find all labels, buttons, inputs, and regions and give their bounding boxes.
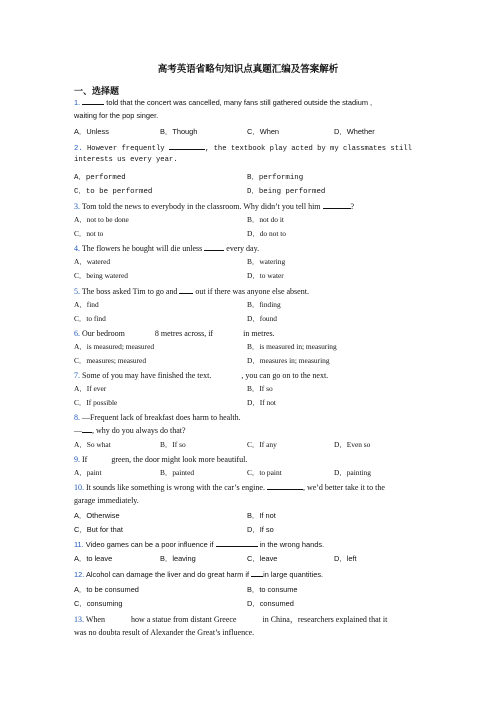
question-number: 3. [74, 202, 80, 211]
question-number: 2. [74, 145, 83, 153]
question-5 [74, 285, 424, 298]
question-text: Video games can be a poor influence if [85, 540, 214, 549]
question-text: how a statue from distant Greece [130, 615, 237, 624]
option-c[interactable]: C．When [247, 127, 280, 136]
question-10 [74, 481, 424, 494]
question-number: 12. [74, 570, 85, 579]
question-text: interests us every year. [74, 156, 178, 164]
question-text: , why do you always do that? [92, 426, 186, 435]
question-text: was no doubta result of Alexander the Great’s influence. [74, 628, 255, 637]
option-b[interactable]: B．not do it [247, 215, 284, 224]
question-text: every day. [226, 244, 260, 253]
question-text: , the textbook play acted by my classmates still [204, 145, 412, 153]
option-c[interactable]: C．to paint [247, 468, 282, 477]
answer-blank [82, 424, 92, 433]
option-d[interactable]: D．do not to [247, 229, 287, 238]
question-9 [74, 453, 424, 466]
question-4 [74, 242, 424, 255]
question-11 [74, 538, 424, 551]
question-text: When [85, 615, 105, 624]
option-c[interactable]: C．not to [74, 229, 104, 238]
option-c[interactable]: C．to find [74, 314, 106, 323]
question-number: 9. [74, 455, 80, 464]
question-13-continued [74, 626, 424, 639]
question-text: However frequently [86, 145, 165, 153]
question-text: Tom told the news to everybody in the classroom. Why didn’t you tell him [81, 202, 321, 211]
option-b[interactable]: B．is measured in; measuring [247, 342, 337, 351]
option-d[interactable]: D．If not [247, 398, 276, 407]
option-b[interactable]: B．Though [160, 127, 198, 136]
question-text: garage immediately. [74, 496, 139, 505]
question-12 [74, 568, 424, 581]
question-text: told that the concert was cancelled, many fans still gathered outside the stadium , [106, 98, 373, 107]
question-10-continued [74, 494, 424, 507]
option-a[interactable]: A．is measured; measured [74, 342, 155, 351]
question-text: The flowers he bought will die unless [81, 244, 203, 253]
option-a[interactable]: A．Otherwise [74, 511, 120, 520]
question-text: The boss asked Tim to go and [81, 287, 178, 296]
question-text: —Frequent lack of breakfast does harm to health. [82, 413, 241, 422]
question-text: in metres. [243, 329, 275, 338]
question-text: It sounds like something is wrong with the car’s engine. [86, 483, 265, 492]
option-d[interactable]: D．measures in; measuring [247, 356, 330, 365]
question-number: 13. [74, 615, 84, 624]
question-number: 4. [74, 244, 80, 253]
option-b[interactable]: B．to consume [247, 585, 298, 594]
question-text: 8 metres across, if [154, 329, 214, 338]
option-b[interactable]: B．painted [160, 468, 195, 477]
question-6 [74, 327, 424, 340]
option-d[interactable]: D．painting [334, 468, 371, 477]
question-text: in large quantities. [263, 570, 324, 579]
option-a[interactable]: A．Unless [74, 127, 109, 136]
option-c[interactable]: C．measures; measured [74, 356, 147, 365]
question-2-continued [74, 154, 424, 167]
option-b[interactable]: B．finding [247, 300, 281, 309]
option-a[interactable]: A．watered [74, 257, 111, 266]
option-d[interactable]: D．Whether [334, 127, 375, 136]
option-d[interactable]: D．to water [247, 271, 284, 280]
answer-blank [323, 200, 351, 209]
option-d[interactable]: D．If so [247, 525, 274, 534]
option-a[interactable]: A．paint [74, 468, 102, 477]
question-number: 6. [74, 329, 80, 338]
question-text: — [74, 426, 82, 435]
question-number: 10. [74, 483, 84, 492]
option-c[interactable]: C．leave [247, 554, 278, 563]
question-text: Alcohol can damage the liver and do great harm if [85, 570, 250, 579]
question-text: Our bedroom [82, 329, 125, 338]
option-a[interactable]: A．not to be done [74, 215, 129, 224]
option-a[interactable]: A．find [74, 300, 99, 309]
option-a[interactable]: A．If ever [74, 384, 107, 393]
question-text: in China，researchers explained that it [262, 615, 388, 624]
option-c[interactable]: C．being watered [74, 271, 128, 280]
answer-blank [251, 568, 263, 577]
option-b[interactable]: B．If so [247, 384, 273, 393]
option-b[interactable]: B．If so [160, 440, 186, 449]
answer-blank [216, 538, 258, 547]
option-b[interactable]: B．performing [247, 174, 304, 182]
option-d[interactable]: D．found [247, 314, 277, 323]
option-a[interactable]: A．performed [74, 174, 126, 182]
question-13 [74, 613, 424, 626]
question-number: 5. [74, 287, 80, 296]
question-text: in the wrong hands. [259, 540, 325, 549]
answer-blank [267, 481, 303, 490]
question-number: 7. [74, 371, 80, 380]
question-text: If [82, 455, 88, 464]
option-a[interactable]: A．So what [74, 440, 111, 449]
option-c[interactable]: C．to be performed [74, 188, 153, 196]
option-c[interactable]: C．consuming [74, 599, 123, 608]
option-d[interactable]: D．consumed [247, 599, 294, 608]
question-text: , we’d better take it to the [302, 483, 385, 492]
question-number: 8. [74, 413, 80, 422]
page-title: 高考英语省略句知识点真题汇编及答案解析 [157, 64, 339, 75]
option-d[interactable]: D．left [334, 554, 357, 563]
option-c[interactable]: C．If any [247, 440, 277, 449]
question-text: waiting for the pop singer. [74, 111, 159, 120]
answer-blank [204, 242, 224, 251]
question-text: out if there was anyone else absent. [195, 287, 309, 296]
question-7 [74, 369, 424, 382]
option-b[interactable]: B．If not [247, 511, 276, 520]
option-c[interactable]: C．If possible [74, 398, 118, 407]
option-c[interactable]: C．But for that [74, 525, 123, 534]
question-text: Some of you may have finished the text. [82, 371, 212, 380]
question-text: green, the door might look more beautiful. [111, 455, 248, 464]
question-number: 1. [74, 98, 81, 107]
option-a[interactable]: A．to be consumed [74, 585, 139, 594]
question-text: ? [350, 202, 355, 211]
option-d[interactable]: D．being performed [247, 188, 326, 196]
question-3 [74, 200, 424, 213]
option-d[interactable]: D．Even so [334, 440, 371, 449]
option-a[interactable]: A．to leave [74, 554, 113, 563]
option-b[interactable]: B．watering [247, 257, 286, 266]
section-heading: 一、选择题 [74, 87, 120, 97]
question-8 [74, 411, 424, 424]
question-number: 11. [74, 540, 84, 549]
answer-blank [82, 96, 104, 105]
option-b[interactable]: B．leaving [160, 554, 196, 563]
question-1 [74, 96, 424, 109]
question-1-continued [74, 109, 424, 122]
question-8-continued [74, 424, 424, 437]
question-text: , you can go on to the next. [241, 371, 329, 380]
answer-blank [179, 285, 193, 294]
answer-blank [169, 141, 205, 150]
